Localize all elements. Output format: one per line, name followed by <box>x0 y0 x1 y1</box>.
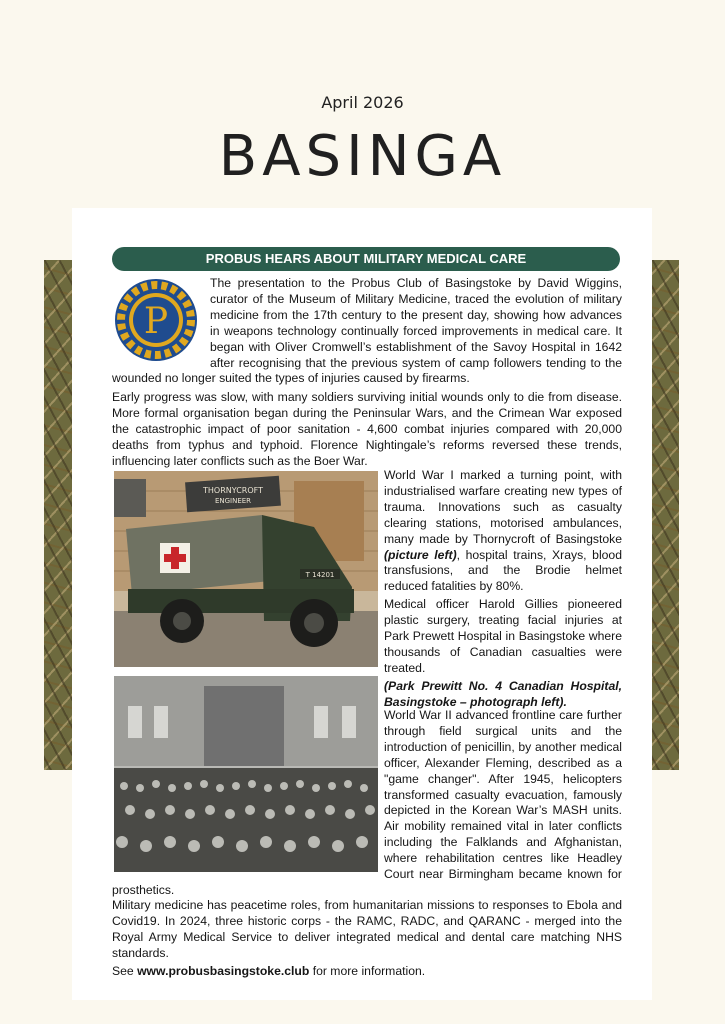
masthead-title: BASINGA <box>218 124 507 189</box>
paragraph-ww2: World War II advanced frontline care further through field surgical units and the introduction of penicillin, by another medical officer, Alexander Fleming, described as a "game changer". After 1945, helicopters transformed casualty evacuation, famously depicted in the Korean War’s MASH units. Air mobility remained vital in later conflicts including the Falklands and Afghanistan, where rehabilitation centres like Headley Court near Birmingham became known for prosthetics. <box>112 708 622 897</box>
sign-line-1: THORNYCROFT <box>203 486 263 495</box>
paragraph-ww1: World War I marked a turning point, with industrialised warfare creating new types of trauma. Innovations such as casualty clearing stations, motorised ambulances, many made by Thornycroft of Basingstoke (picture left), hospital trains, Xrays, blood transfusions, and the Brodie helmet reduced fatalities by 80%. <box>384 468 622 594</box>
paragraph-early-progress: Early progress was slow, with many soldiers surviving initial wounds only to die from disease. More formal organisation began during the Peninsular Wars, and the Crimean War exposed the catastrophic impact of poor sanitation - 4,600 combat injuries compared with 20,000 deaths from typhus and typhoid. Florence Nightingale’s reforms reversed these trends, influencing later conflicts such as the Boer War. <box>112 390 622 468</box>
sign-line-2: ENGINEER <box>214 497 252 505</box>
background-photo-right <box>652 260 679 770</box>
column-right <box>384 468 622 711</box>
article-panel <box>72 208 652 1000</box>
photo-caption-park-prewett: (Park Prewitt No. 4 Canadian Hospital, Basingstoke – photograph left). <box>384 678 622 709</box>
ambulance-photo <box>114 471 378 667</box>
paragraph-intro: The presentation to the Probus Club of Basingstoke by David Wiggins, curator of the Museum of Military Medicine, traced the evolution of military medicine from the 17th century to the present day, showing how advances in weapons technology continually forced improvements in medical care. It began with Oliver Cromwell’s establishment of the Savoy Hospital in 1642 after recognising that the previous system of camp followers tending to the wounded no longer suited the types of injuries caused by firearms. <box>112 276 622 386</box>
article-heading: PROBUS HEARS ABOUT MILITARY MEDICAL CARE <box>112 247 620 271</box>
paragraph-gillies: Medical officer Harold Gillies pioneered plastic surgery, treating facial injuries at Park Prewett Hospital in Basingstoke where thousands of Canadian casualties were treated. <box>384 597 622 675</box>
issue-date: April 2026 <box>321 93 404 112</box>
background-photo-left <box>44 260 74 770</box>
logo-letter: P <box>143 301 169 342</box>
paragraph-peacetime: Military medicine has peacetime roles, from humanitarian missions to responses to Ebola and Covid19. In 2024, three historic corps - the RAMC, RADC, and QARANC - merged into the Royal Army Medical Service to deliver integrated medical and dental care matching NHS standards. <box>112 898 622 960</box>
footer-line: See www.probusbasingstoke.club for more information. <box>112 964 426 978</box>
picture-left-note: (picture left) <box>384 547 457 562</box>
website-link[interactable]: www.probusbasingstoke.club <box>137 964 310 978</box>
ambulance-plate: T 14201 <box>305 571 335 579</box>
